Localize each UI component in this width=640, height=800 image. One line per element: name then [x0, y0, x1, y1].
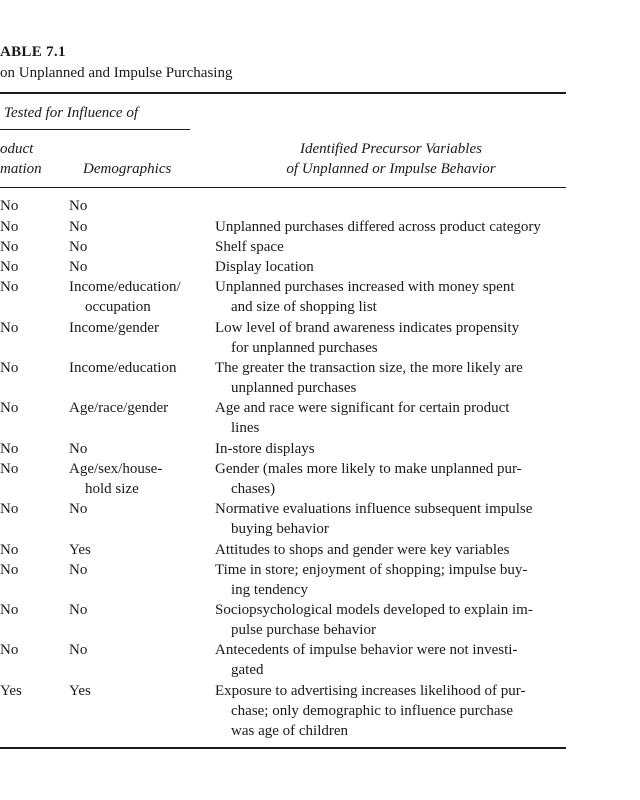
cell-precursor-variables: Low level of brand awareness indicates propensity for unplanned purchases — [215, 320, 520, 356]
cell-demographics: No — [69, 501, 88, 517]
cell-demographics: Income/education/ occupation — [69, 279, 181, 315]
cell-product-info: No — [0, 501, 19, 517]
header-product-info-line1: oduct — [0, 141, 34, 157]
cell-product-info: No — [0, 602, 19, 618]
cell-demographics: Age/race/gender — [69, 400, 169, 416]
cell-precursor-variables: The greater the transaction size, the more likely are unplanned purchases — [215, 360, 523, 396]
cell-product-info: No — [0, 320, 19, 336]
group-header-rule — [0, 129, 190, 130]
cell-product-info: No — [0, 441, 19, 457]
cell-product-info: No — [0, 259, 19, 275]
cell-product-info: No — [0, 562, 19, 578]
cell-product-info: Yes — [0, 683, 22, 699]
cell-demographics: Yes — [69, 683, 91, 699]
cell-precursor-variables: In-store displays — [215, 441, 315, 457]
cell-demographics: Income/gender — [69, 320, 159, 336]
cell-precursor-variables: Sociopsychological models developed to explain im- pulse purchase behavior — [215, 602, 533, 638]
cell-demographics: Age/sex/house- hold size — [69, 461, 163, 497]
header-demographics: Demographics — [83, 161, 172, 177]
cell-demographics: No — [69, 441, 88, 457]
table-number: ABLE 7.1 — [0, 44, 66, 60]
cell-product-info: No — [0, 542, 19, 558]
cell-demographics: No — [69, 562, 88, 578]
cell-precursor-variables: Shelf space — [215, 239, 284, 255]
cell-demographics: No — [69, 219, 88, 235]
cell-precursor-variables: Age and race were significant for certain product lines — [215, 400, 510, 436]
table-caption: on Unplanned and Impulse Purchasing — [0, 65, 233, 81]
cell-demographics: No — [69, 198, 88, 214]
cell-precursor-variables: Unplanned purchases increased with money spent and size of shopping list — [215, 279, 515, 315]
cell-precursor-variables: Attitudes to shops and gender were key variables — [215, 542, 510, 558]
cell-precursor-variables: Exposure to advertising increases likelihood of pur- chase; only demographic to influence purchase was age of children — [215, 683, 526, 739]
cell-precursor-variables: Unplanned purchases differed across product category — [215, 219, 541, 235]
cell-product-info: No — [0, 642, 19, 658]
cell-precursor-variables: Antecedents of impulse behavior were not investi- gated — [215, 642, 518, 678]
cell-demographics: No — [69, 602, 88, 618]
cell-product-info: No — [0, 360, 19, 376]
cell-product-info: No — [0, 400, 19, 416]
cell-precursor-variables: Display location — [215, 259, 314, 275]
cell-product-info: No — [0, 219, 19, 235]
cell-product-info: No — [0, 461, 19, 477]
cell-precursor-variables: Normative evaluations influence subsequent impulse buying behavior — [215, 501, 533, 537]
cell-demographics: No — [69, 259, 88, 275]
cell-product-info: No — [0, 198, 19, 214]
header-product-info-line2: mation — [0, 161, 42, 177]
top-rule — [0, 92, 566, 94]
header-precursors-line1: Identified Precursor Variables — [300, 141, 482, 157]
cell-demographics: Yes — [69, 542, 91, 558]
cell-product-info: No — [0, 239, 19, 255]
cell-demographics: No — [69, 642, 88, 658]
bottom-rule — [0, 747, 566, 749]
cell-precursor-variables: Time in store; enjoyment of shopping; impulse buy- ing tendency — [215, 562, 528, 598]
header-precursors-line2: of Unplanned or Impulse Behavior — [286, 161, 496, 177]
cell-demographics: Income/education — [69, 360, 177, 376]
cell-precursor-variables: Gender (males more likely to make unplanned pur- chases) — [215, 461, 522, 497]
cell-product-info: No — [0, 279, 19, 295]
cell-demographics: No — [69, 239, 88, 255]
header-bottom-rule — [0, 187, 566, 188]
group-header: Tested for Influence of — [4, 105, 139, 121]
